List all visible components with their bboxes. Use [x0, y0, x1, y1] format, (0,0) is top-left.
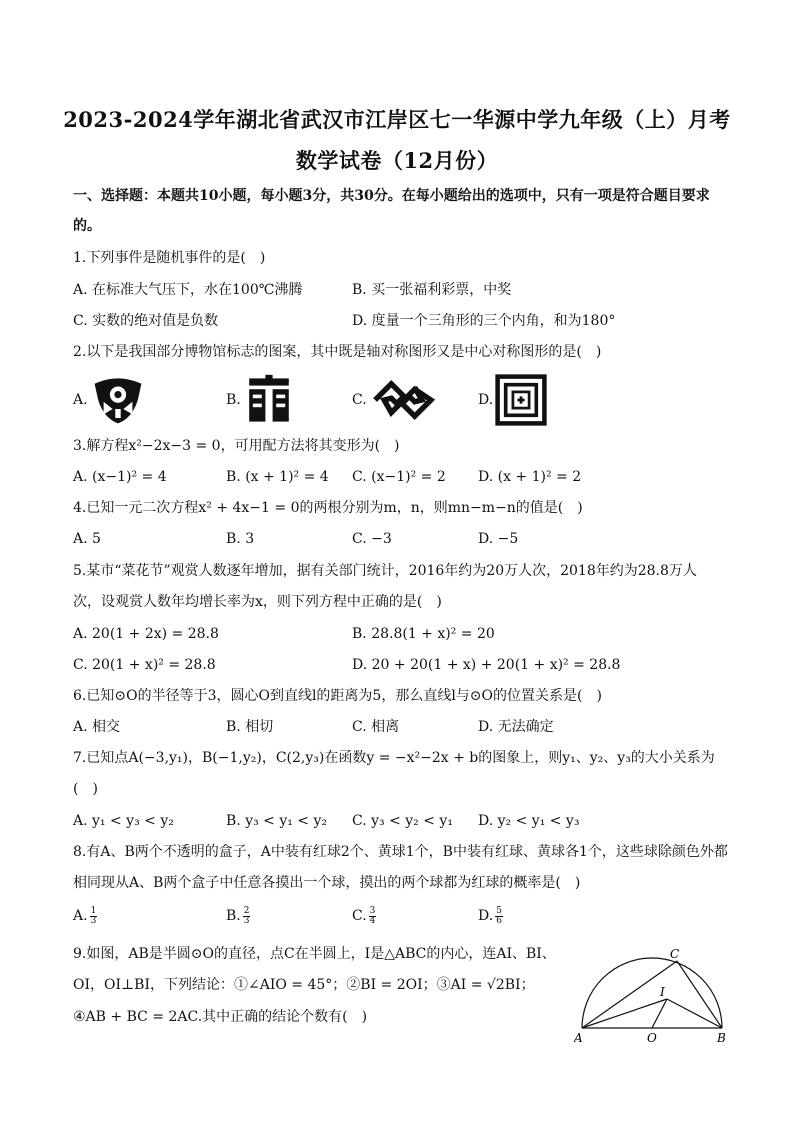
q8-b-numerator: 2 — [243, 905, 250, 916]
q5-option-c: C. 20(1 + x)² = 28.8 — [73, 657, 216, 673]
q8-option-a — [73, 906, 97, 926]
q5-stem-cont: 次，设观赏人数年均增长率为x，则下列方程中正确的是( ) — [73, 594, 442, 610]
q2-option-d: D. — [478, 392, 494, 408]
q8-option-b-label: B. — [226, 908, 241, 924]
q9-stem: 9.如图，AB是半圆⊙O的直径，点C在半圆上，I是△ABC的内心，连AI、BI、 — [73, 946, 556, 962]
segment-bi — [667, 999, 722, 1028]
exam-title-line2: 数学试卷（12月份） — [295, 148, 499, 173]
q5-option-a: A. 20(1 + 2x) = 28.8 — [73, 626, 219, 642]
q1-option-a: A. 在标准大气压下，水在100℃沸腾 — [73, 282, 303, 298]
q4-option-c: C. −3 — [352, 531, 392, 547]
q7-option-b: B. y₃ < y₁ < y₂ — [226, 813, 328, 829]
label-o: O — [647, 1031, 657, 1044]
section-instruction-cont: 的。 — [73, 218, 101, 234]
q4-stem: 4.已知一元二次方程x² + 4x−1 = 0的两根分别为m，n，则mn−m−n的值是( ) — [73, 500, 583, 516]
q8-d-denominator: 6 — [496, 915, 502, 926]
q3-stem: 3.解方程x²−2x−3 = 0，可用配方法将其变形为( ) — [73, 438, 400, 454]
q7-stem-cont: ( ) — [73, 781, 98, 797]
q8-stem: 8.有A、B两个不透明的盒子，A中装有红球2个、黄球1个，B中装有红球、黄球各1个，这些球除颜色外都 — [73, 844, 728, 860]
q3-option-b: B. (x + 1)² = 4 — [226, 469, 329, 485]
q3-option-c: C. (x−1)² = 2 — [352, 469, 446, 485]
q5-stem: 5.某市“菜花节”观赏人数逐年增加，据有关部门统计，2016年约为20万人次，2018年约为28.8万人 — [73, 563, 697, 579]
museum-logo-c-image — [371, 373, 435, 427]
q8-b-denominator: 3 — [243, 915, 250, 926]
museum-logo-b-image — [242, 373, 296, 427]
q3-option-d: D. (x + 1)² = 2 — [478, 469, 582, 485]
label-b: B — [717, 1031, 726, 1044]
q9-stem-cont2: ④AB + BC = 2AC.其中正确的结论个数有( ) — [73, 1009, 368, 1025]
label-i: I — [660, 985, 665, 999]
q2-stem: 2.以下是我国部分博物馆标志的图案，其中既是轴对称图形又是中心对称图形的是( ) — [73, 344, 602, 360]
semicircle-diagram — [574, 944, 734, 1044]
q6-option-a: A. 相交 — [73, 719, 121, 735]
q2-option-c: C. — [352, 392, 367, 408]
q1-option-d: D. 度量一个三角形的三个内角，和为180° — [352, 313, 616, 329]
q8-option-d-label: D. — [478, 908, 494, 924]
q1-option-c: C. 实数的绝对值是负数 — [73, 313, 219, 329]
q9-stem-cont: OI，OI⊥BI，下列结论：①∠AIO = 45°；②BI = 2OI；③AI = √2BI； — [73, 977, 535, 993]
q8-option-b — [226, 906, 250, 926]
q5-option-b: B. 28.8(1 + x)² = 20 — [352, 626, 495, 642]
q8-a-denominator: 3 — [90, 915, 97, 926]
q8-option-a-fraction — [90, 907, 98, 926]
q8-option-d — [478, 906, 503, 926]
q8-option-b-fraction — [243, 907, 251, 926]
exam-title-line1: 2023-2024学年湖北省武汉市江岸区七一华源中学九年级（上）月考 — [63, 107, 731, 132]
q8-option-c — [352, 906, 376, 926]
q6-option-d: D. 无法确定 — [478, 719, 554, 735]
q8-c-numerator: 3 — [369, 905, 376, 916]
q6-option-c: C. 相离 — [352, 719, 400, 735]
label-c: C — [670, 947, 680, 961]
q4-option-d: D. −5 — [478, 531, 519, 547]
q7-stem: 7.已知点A(−3,y₁)，B(−1,y₂)，C(2,y₃)在函数y = −x²−2x + b的图象上，则y₁、y₂、y₃的大小关系为 — [73, 750, 715, 766]
q7-option-a: A. y₁ < y₃ < y₂ — [73, 813, 174, 829]
q7-option-d: D. y₂ < y₁ < y₃ — [478, 813, 580, 829]
q3-option-a: A. (x−1)² = 4 — [73, 469, 167, 485]
q8-a-numerator: 1 — [90, 905, 97, 916]
q8-option-a-label: A. — [73, 908, 88, 924]
museum-logo-a-image — [91, 373, 145, 427]
q8-stem-cont: 相同现从A、B两个盒子中任意各摸出一个球，摸出的两个球都为红球的概率是( ) — [73, 875, 581, 891]
museum-logo-d-image — [494, 373, 548, 427]
q8-option-d-fraction — [495, 907, 503, 926]
q8-c-denominator: 4 — [369, 915, 376, 926]
label-a: A — [574, 1031, 583, 1044]
q6-stem: 6.已知⊙O的半径等于3，圆心O到直线l的距离为5，那么直线l与⊙O的位置关系是( ) — [73, 688, 602, 704]
q2-option-b: B. — [226, 392, 241, 408]
q1-option-b: B. 买一张福利彩票，中奖 — [352, 282, 512, 298]
q7-option-c: C. y₃ < y₂ < y₁ — [352, 813, 453, 829]
q4-option-b: B. 3 — [226, 531, 255, 547]
section-instruction: 一、选择题：本题共10小题，每小题3分，共30分。在每小题给出的选项中，只有一项是符合题目要求 — [73, 188, 710, 204]
q5-option-d: D. 20 + 20(1 + x) + 20(1 + x)² = 28.8 — [352, 657, 621, 673]
q1-stem: 1.下列事件是随机事件的是( ) — [73, 250, 266, 266]
q4-option-a: A. 5 — [73, 531, 101, 547]
segment-bc — [677, 961, 722, 1028]
q2-option-a: A. — [73, 392, 88, 408]
q6-option-b: B. 相切 — [226, 719, 274, 735]
q8-d-numerator: 5 — [496, 905, 502, 916]
q8-option-c-fraction — [369, 907, 377, 926]
q8-option-c-label: C. — [352, 908, 367, 924]
